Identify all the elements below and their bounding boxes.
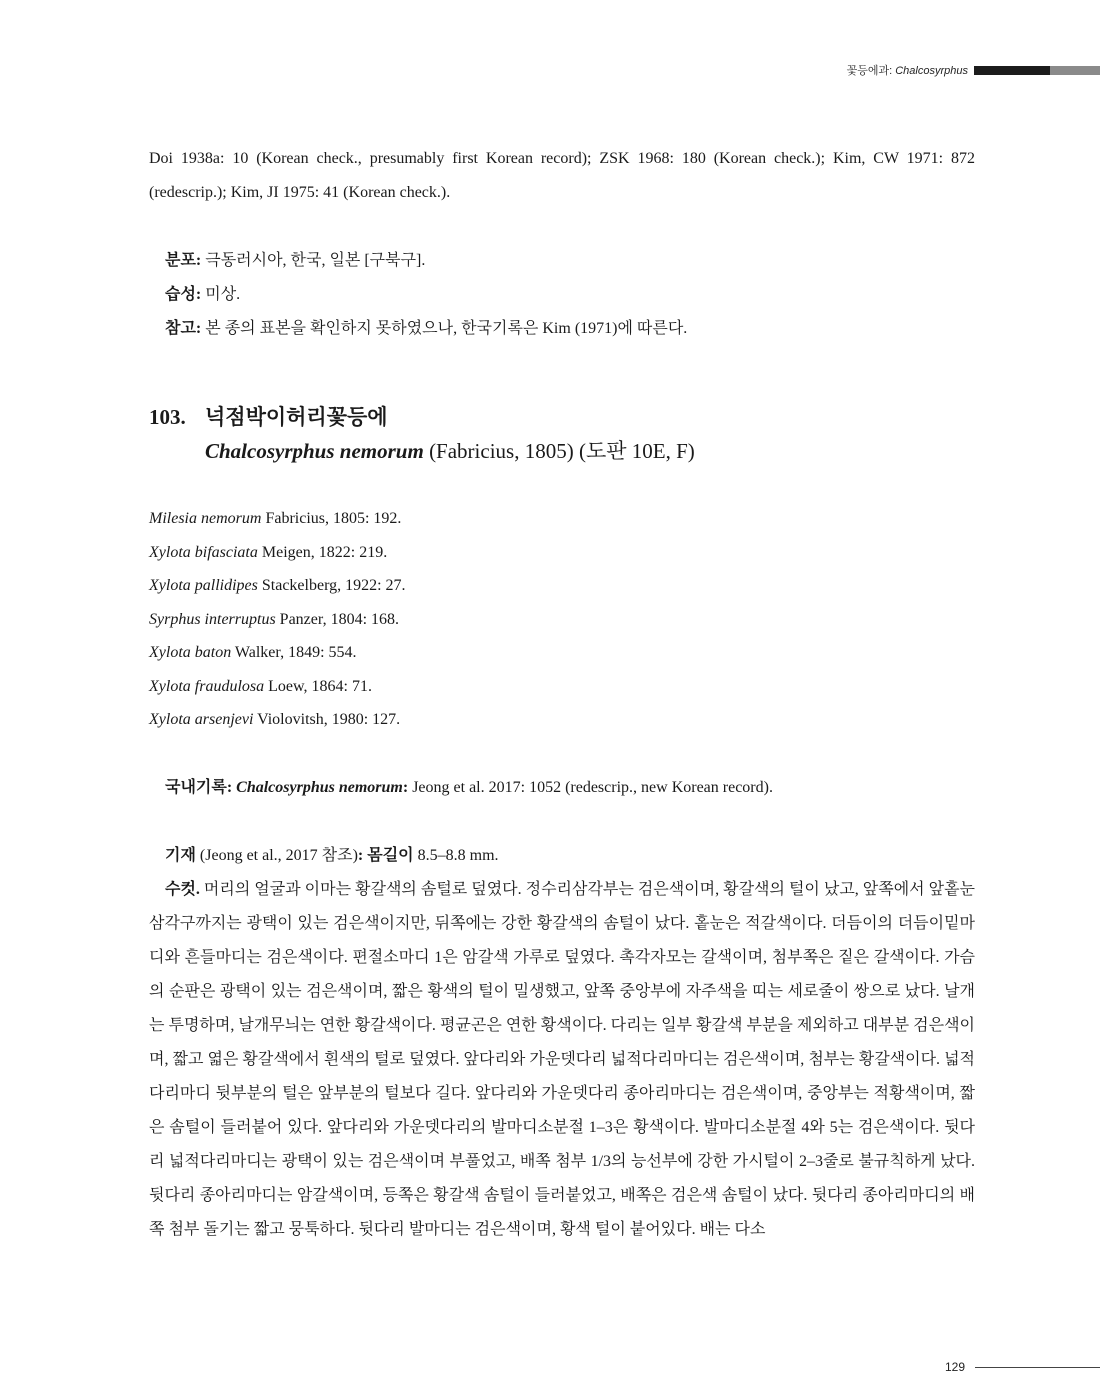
synonym-item: Xylota pallidipes Stackelberg, 1922: 27. — [149, 577, 406, 594]
synonym-item: Xylota baton Walker, 1849: 554. — [149, 644, 357, 661]
header-bar-dark — [974, 66, 1050, 75]
synonym-item: Syrphus interruptus Panzer, 1804: 168. — [149, 610, 400, 628]
note-line: 참고: 본 종의 표본을 확인하지 못하였으나, 한국기록은 Kim (1971)에 따른다. — [165, 320, 688, 337]
species-scientific-name: Chalcosyrphus nemorum (Fabricius, 1805) (도판 10E, F) — [205, 439, 695, 463]
synonym-item: Xylota bifasciata Meigen, 1822: 219. — [149, 543, 388, 561]
footer-rule — [975, 1367, 1100, 1368]
male-description: 수컷. 머리의 얼굴과 이마는 황갈색의 솜털로 덮였다. 정수리삼각부는 검은색이며, 황갈색의 털이 났고, 앞쪽에서 앞홑눈삼각구까지는 광택이 있는 검은색이지만, 뒤쪽에는 강한 황갈색의 솜털이 났다. 홑눈은 적갈색이다. 더듬이의 더듬이밑마디와 흔들마디는 검은색이다. 편절소마디 1은 암갈색 가루로 덮였다. 촉각자모는 갈색이며, 첨부쪽은 짙은 갈색이다. 가슴의 순판은 광택이 있는 검은색이며, 짧은 황색의 털이 밀생했고, 앞쪽 중앙부에 자주색을 띠는 세로줄이 쌍으로 났다. 날개는 투명하며, 날개무늬는 연한 황갈색이다. 평균곤은 연한 황색이다. 다리는 일부 황갈색 부분을 제외하고 대부분 검은색이며, 짧고 엷은 황갈색에서 흰색의 털로 덮였다. 앞다리와 가운뎃다리 넓적다리마디는 검은색이며, 첨부는 황갈색이다. 넓적다리마디 뒷부분의 털은 앞부분의 털보다 길다. 앞다리와 가운뎃다리 종아리마디는 검은색이며, 중앙부는 적황색이며, 짧은 솜털이 들러붙어 있다. 앞다리와 가운뎃다리의 발마디소분절 1–3은 황색이다. 발마디소분절 4와 5는 검은색이다. 뒷다리 넓적다리마디는 광택이 있는 검은색이며 부풀었고, 배쪽 첨부 1/3의 능선부에 강한 가시털이 2–3줄로 불규칙하게 났다. 뒷다리 종아리마디는 암갈색이며, 등쪽은 황갈색 솜털이 들러붙었고, 배쪽은 검은색 솜털이 났다. 뒷다리 종아리마디의 배쪽 첨부 돌기는 짧고 뭉툭하다. 뒷다리 발마디는 검은색이며, 황색 털이 붙어있다. 배는 다소 — [149, 880, 975, 1238]
header-label: 꽃등에과: Chalcosyrphus — [846, 65, 968, 77]
species-korean-name: 넉점박이허리꽃등에 — [205, 405, 388, 429]
distribution-line: 분포: 극동러시아, 한국, 일본 [구북구]. — [165, 252, 426, 269]
habit-line: 습성: 미상. — [165, 286, 241, 303]
page-content — [149, 142, 975, 1247]
species-number: 103. — [149, 405, 186, 429]
synonym-list — [149, 502, 975, 737]
description-header: 기재 (Jeong et al., 2017 참조): 몸길이 8.5–8.8 mm. — [165, 846, 499, 864]
synonym-item: Milesia nemorum Fabricius, 1805: 192. — [149, 510, 402, 527]
synonym-item: Xylota fraudulosa Loew, 1864: 71. — [149, 677, 372, 695]
page-number: 129 — [944, 1360, 965, 1374]
synonym-item: Xylota arsenjevi Violovitsh, 1980: 127. — [149, 711, 401, 728]
refs-continued: Doi 1938a: 10 (Korean check., presumably first Korean record); ZSK 1968: 180 (Korean check.); Kim, CW 1971: 872 (redescrip.); Kim, JI 1975: 41 (Korean check.). — [149, 150, 975, 201]
running-header — [847, 62, 1100, 78]
species-heading — [149, 400, 975, 434]
header-bar-gray — [1050, 66, 1100, 75]
domestic-record: 국내기록: Chalcosyrphus nemorum: Jeong et al. 2017: 1052 (redescrip., new Korean record). — [165, 778, 773, 796]
page-footer — [945, 1360, 1100, 1374]
